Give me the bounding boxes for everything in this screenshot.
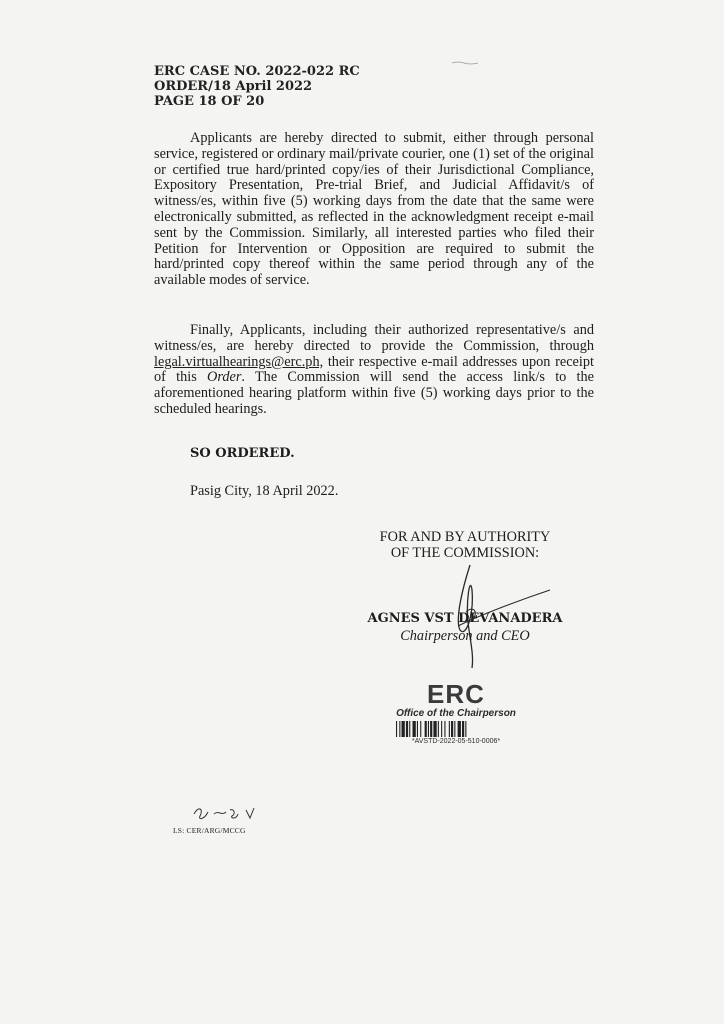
order-date: ORDER/18 April 2022: [154, 79, 313, 94]
page-number: PAGE 18 OF 20: [154, 94, 265, 109]
ink-smudge: [450, 60, 480, 66]
para2-text-b: their respective e-mail addresses upon receipt of this: [154, 353, 594, 386]
authority-line-1: FOR AND BY AUTHORITY: [379, 529, 551, 545]
stamp-office: Office of the Chairperson: [396, 708, 516, 719]
erc-logo: ERC: [427, 679, 485, 709]
handwritten-initials: [190, 802, 260, 824]
para2-text-a: Finally, Applicants, including their authorized representative/s and witness/es, are hereby directed to provide the Commission, through: [154, 322, 594, 354]
case-number: ERC CASE NO. 2022-022 RC: [154, 64, 360, 79]
stamp-code: *AVSTD-2022-05-510-0006*: [411, 738, 501, 745]
paragraph-submission-directive: Applicants are hereby directed to submit, either through personal service, registered or ordinary mail/private courier, one (1) set of the original or certified true hard/printed copy/ies of their Jurisdictional Compliance, Expository Presentation, Pre-trial Brief, and Judicial Affidavit/s of witness/es, within five (5) working days from the date that the same were electronically submitted, as reflected in the acknowledgment receipt e-mail sent by the Commission. Similarly, all interested parties who filed their Petition for Intervention or Opposition are required to submit the hard/printed copy thereof within the same period through any of the available modes of service.: [154, 130, 594, 289]
para2-text-c: . The Commission will send the access link/s to the aforementioned hearing platform within five (5) working days prior to the scheduled hearings.: [154, 369, 594, 417]
email-link[interactable]: legal.virtualhearings@erc.ph,: [154, 353, 324, 370]
place-date: Pasig City, 18 April 2022.: [190, 483, 339, 499]
order-italic: Order: [207, 369, 242, 386]
barcode-icon: [394, 721, 518, 737]
so-ordered: SO ORDERED.: [190, 446, 295, 461]
authority-block: [330, 529, 600, 561]
paragraph-email-directive: [154, 323, 594, 418]
authority-line-2: OF THE COMMISSION:: [390, 545, 540, 561]
signer-name: AGNES VST DEVANADERA: [367, 611, 563, 626]
erc-stamp: [388, 680, 524, 752]
document-header: [154, 64, 360, 109]
reference-initials: LS: CER/ARG/MCCG: [173, 826, 246, 835]
signer-title: Chairperson and CEO: [400, 628, 530, 644]
